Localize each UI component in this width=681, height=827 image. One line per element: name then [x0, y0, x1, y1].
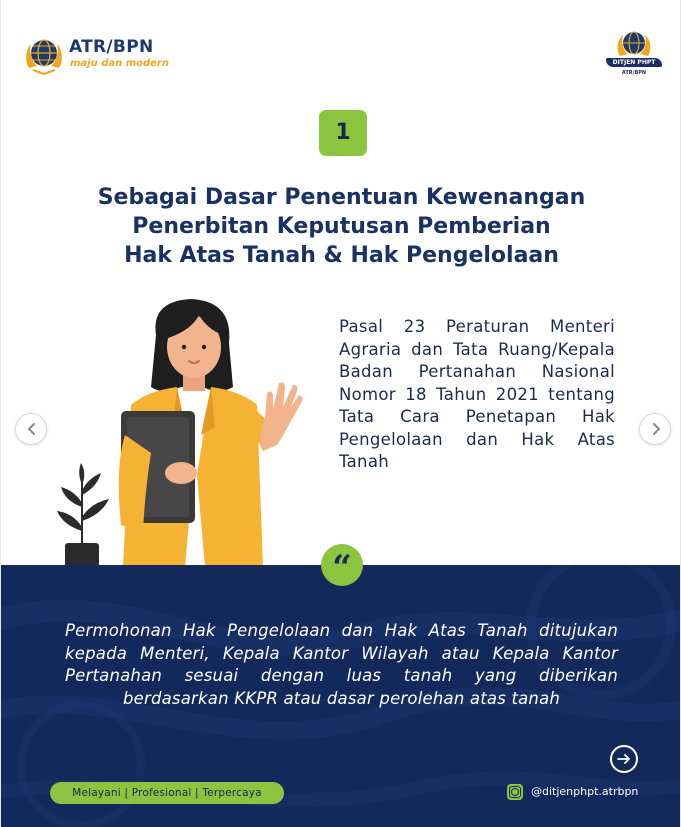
motto-pill: Melayani | Profesional | Terpercaya: [50, 782, 284, 804]
slide-number-badge: 1: [319, 110, 367, 156]
ditjen-logo-sublabel: ATR/BPN: [621, 70, 647, 76]
title-line-3: Hak Atas Tanah & Hak Pengelolaan: [124, 243, 559, 268]
title-line-1: Sebagai Dasar Penentuan Kewenangan: [97, 185, 586, 210]
carousel-next-button[interactable]: [639, 413, 671, 445]
chevron-left-icon: [25, 422, 39, 436]
next-slide-button[interactable]: [610, 745, 638, 773]
instagram-handle[interactable]: @ditjenphpt.atrbpn: [531, 785, 639, 798]
logo-brand-text: ATR/BPN: [69, 37, 154, 57]
slide-title: [41, 183, 642, 270]
quote-mark-icon: “: [332, 548, 352, 588]
legal-basis-text: Pasal 23 Peraturan Menteri Agraria dan Tata Ruang/Kepala Badan Pertanahan Nasional Nomor 18 Tahun 2021 tentang Tata Cara Penetapan Hak Pengelolaan dan Hak Atas Tanah: [339, 317, 615, 471]
logo-tagline: maju dan modern: [70, 58, 169, 69]
instagram-icon: [507, 784, 523, 800]
arrow-right-icon: [617, 753, 631, 765]
ditjen-emblem-icon: [606, 26, 662, 60]
plant-icon: [57, 463, 109, 567]
ditjen-logo-label: DITJEN PHPT: [606, 58, 662, 67]
chevron-right-icon: [649, 422, 663, 436]
ditjen-phpt-logo: [606, 26, 662, 84]
quote-mark-badge: [321, 544, 363, 586]
title-line-2: Penerbitan Keputusan Pemberian: [132, 214, 551, 239]
quote-text: Permohonan Hak Pengelolaan dan Hak Atas Tanah ditujukan kepada Menteri, Kepala Kantor Wilayah atau Kepala Kantor Pertanahan sesuai dengan luas tanah yang diberikan berdasarkan KKPR atau dasar perolehan atas tanah: [65, 621, 618, 708]
atr-bpn-logo: [23, 34, 173, 78]
woman-illustration: [51, 295, 313, 567]
carousel-prev-button[interactable]: [15, 413, 47, 445]
globe-emblem-icon: [23, 34, 65, 76]
